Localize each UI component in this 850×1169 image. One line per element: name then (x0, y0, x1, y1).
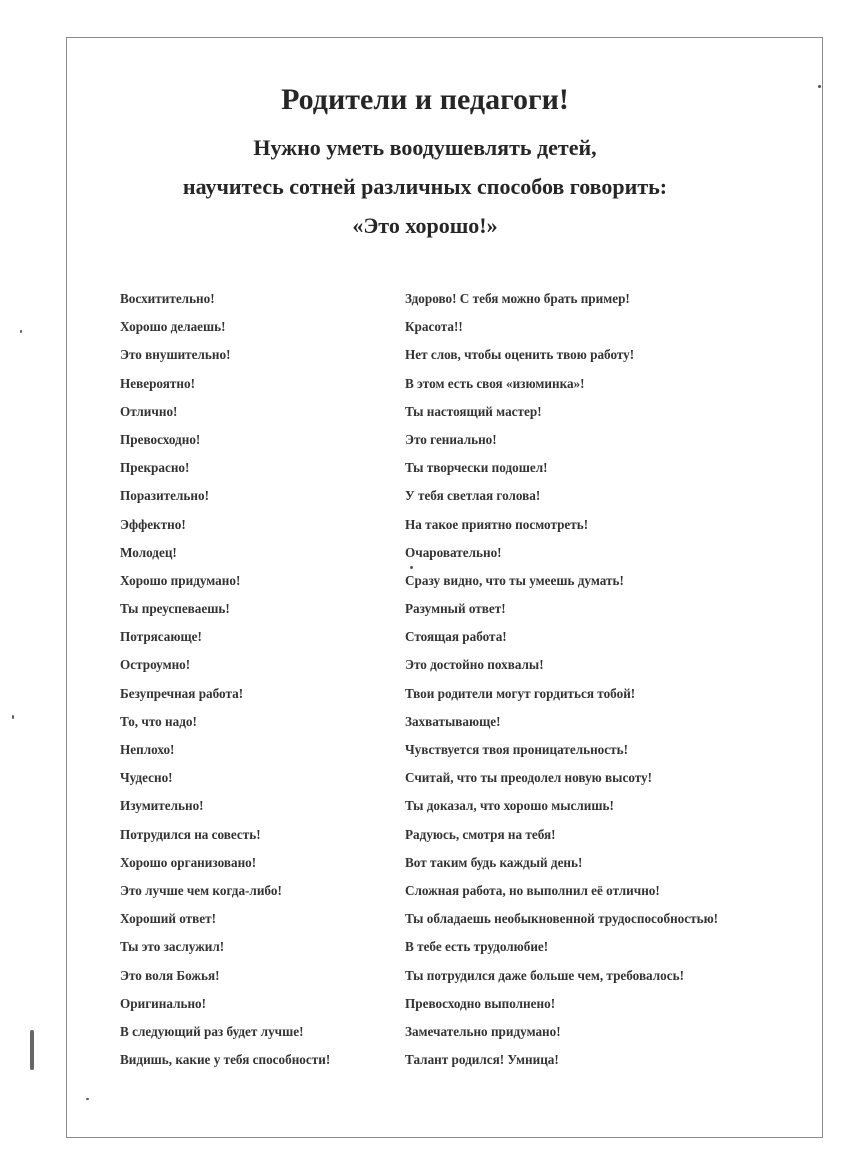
phrase-item: Ты обладаешь необыкновенной трудоспособностью! (405, 911, 719, 927)
phrase-item: Хорошо делаешь! (120, 319, 226, 335)
phrase-item: Оригинально! (120, 995, 207, 1011)
phrase-item: Красота!! (405, 319, 463, 335)
phrase-item: Твои родители могут гордиться тобой! (405, 685, 636, 701)
phrase-item: Очаровательно! (405, 544, 502, 560)
phrase-list-left (120, 288, 390, 1077)
phrase-item: Сложная работа, но выполнил её отлично! (405, 882, 660, 898)
phrase-item: Ты настоящий мастер! (405, 403, 542, 419)
scan-speck (20, 330, 22, 333)
phrase-item: Это лучше чем когда-либо! (120, 882, 282, 898)
scan-speck (86, 1098, 89, 1100)
phrase-item: Сразу видно, что ты умеешь думать! (405, 572, 624, 588)
phrase-item: Изумительно! (120, 798, 204, 814)
phrase-item: Потрясающе! (120, 629, 202, 645)
phrase-item: Нет слов, чтобы оценить твою работу! (405, 347, 635, 363)
phrase-item: Прекрасно! (120, 460, 190, 476)
phrase-item: Это достойно похвалы! (405, 657, 544, 673)
scan-speck (410, 566, 413, 569)
phrase-item: Разумный ответ! (405, 601, 506, 617)
phrase-item: Восхитительно! (120, 291, 215, 306)
phrase-item: Замечательно придумано! (405, 1023, 561, 1039)
phrase-item: Радуюсь, смотря на тебя! (405, 826, 556, 842)
phrase-item: Хорошо организовано! (120, 854, 257, 870)
phrase-item: Безупречная работа! (120, 685, 244, 701)
phrase-item: Хороший ответ! (120, 911, 217, 927)
phrase-item: Ты преуспеваешь! (120, 601, 230, 617)
phrase-item: Неплохо! (120, 742, 175, 757)
phrase-item: Невероятно! (120, 375, 195, 391)
phrase-item: Чувствуется твоя проницательность! (405, 742, 628, 757)
phrase-item: Превосходно! (120, 431, 201, 447)
phrase-item: В тебе есть трудолюбие! (405, 939, 549, 955)
phrase-item: На такое приятно посмотреть! (405, 516, 589, 532)
phrase-item: В этом есть своя «изюминка»! (405, 375, 585, 391)
phrase-item: Считай, что ты преодолел новую высоту! (405, 770, 653, 786)
phrase-item: Видишь, какие у тебя способности! (120, 1052, 331, 1068)
phrase-item: Талант родился! Умница! (405, 1052, 559, 1068)
phrase-item: Это гениально! (405, 431, 497, 447)
phrase-item: То, что надо! (120, 713, 197, 729)
phrase-item: Ты доказал, что хорошо мыслишь! (405, 798, 614, 814)
subtitle-line-3: «Это хорошо!» (352, 213, 498, 238)
phrase-item: Эффектно! (120, 516, 186, 532)
phrase-list-right (405, 288, 825, 1077)
scan-speck (12, 715, 14, 719)
phrase-item: Отлично! (120, 403, 178, 419)
scan-speck (818, 85, 821, 88)
phrase-item: Остроумно! (120, 657, 191, 673)
phrase-item: Стоящая работа! (405, 629, 507, 645)
scan-speck (30, 1030, 34, 1070)
phrase-item: Хорошо придумано! (120, 572, 241, 588)
phrase-item: Ты творчески подошел! (405, 460, 548, 476)
phrase-item: Ты это заслужил! (120, 939, 225, 955)
phrase-item: Здорово! С тебя можно брать пример! (405, 291, 630, 306)
subtitle-line-2: научитесь сотней различных способов говорить: (182, 174, 668, 199)
page-title: Родители и педагоги! (281, 83, 569, 116)
subtitle-line-1: Нужно уметь воодушевлять детей, (253, 135, 597, 160)
phrase-item: У тебя светлая голова! (405, 488, 541, 504)
phrase-item: Вот таким будь каждый день! (405, 854, 583, 870)
phrase-item: Ты потрудился даже больше чем, требовалось! (405, 967, 684, 983)
phrase-item: Это воля Божья! (120, 967, 220, 983)
phrase-item: Молодец! (120, 544, 177, 560)
phrase-item: Это внушительно! (120, 347, 231, 363)
phrase-item: Поразительно! (120, 488, 209, 504)
phrase-item: Захватывающе! (405, 713, 501, 729)
phrase-item: В следующий раз будет лучше! (120, 1023, 304, 1039)
phrase-item: Чудесно! (120, 770, 173, 786)
phrase-item: Потрудился на совесть! (120, 826, 261, 842)
phrase-item: Превосходно выполнено! (405, 995, 556, 1011)
